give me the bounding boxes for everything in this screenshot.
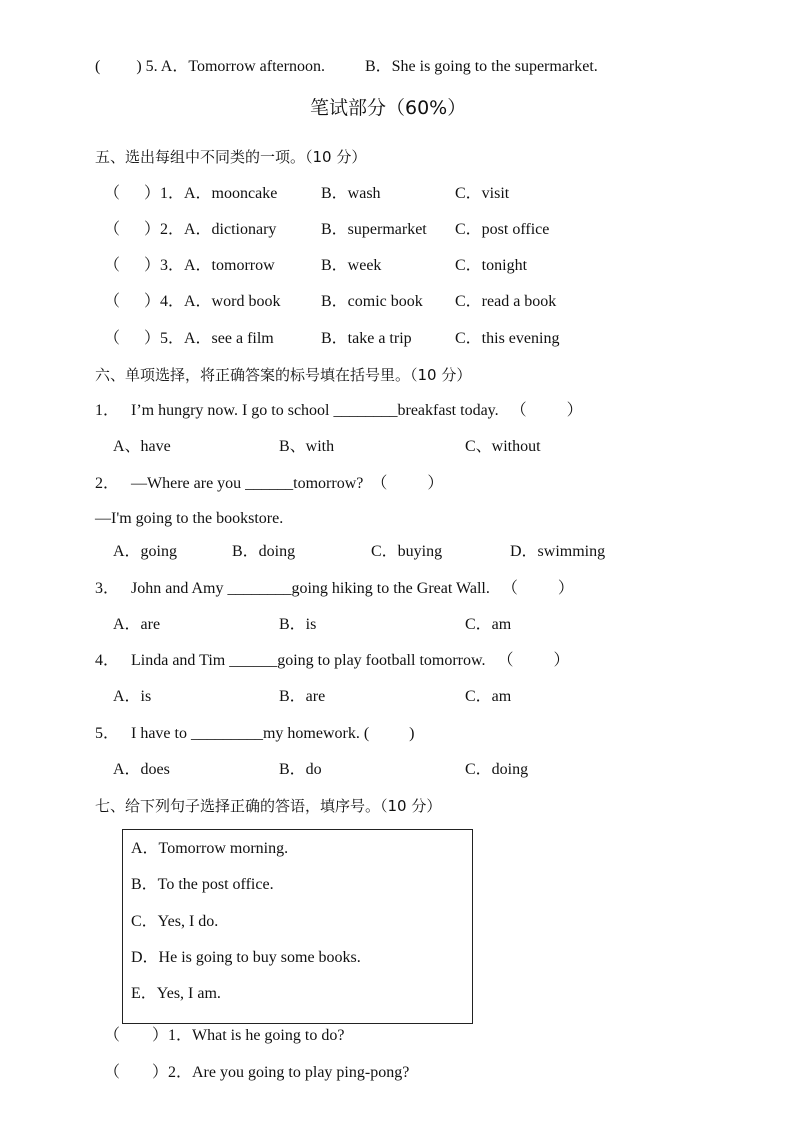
s5-row2-b: B．supermarket [321, 221, 427, 238]
s5-row1-c: C．visit [455, 185, 510, 202]
s6-q1-opt-a: A、have [113, 438, 171, 455]
s6-q2-opt-d: D．swimming [510, 543, 606, 560]
s5-row5-b: B．take a trip [321, 330, 412, 347]
s6-q2-answer: —I'm going to the bookstore. [95, 510, 284, 527]
s6-q2-opt-a: A．going [113, 543, 178, 560]
s5-row4-c: C．read a book [455, 293, 557, 310]
box-option-c: C．Yes, I do. [131, 913, 219, 930]
s5-row2-a: （ ）2．A．dictionary [104, 221, 277, 238]
s5-row3-c: C．tonight [455, 257, 528, 274]
s6-q3-opt-c: C．am [465, 616, 512, 633]
s6-q5-opt-b: B．do [279, 761, 322, 778]
s5-row4-b: B．comic book [321, 293, 423, 310]
s6-q5-opt-a: A．does [113, 761, 170, 778]
s6-q1-opt-c: C、without [465, 438, 541, 455]
box-option-b: B．To the post office. [131, 876, 274, 893]
s5-row3-a: （ ）3．A．tomorrow [104, 257, 275, 274]
page-title: 笔试部分（60%） [310, 97, 467, 119]
section-5-heading: 五、选出每组中不同类的一项。（10 分） [95, 148, 367, 166]
section-7-heading: 七、给下列句子选择正确的答语，填序号。（10 分） [95, 797, 442, 815]
s6-q2-opt-c: C．buying [371, 543, 443, 560]
question-5-line: ( ) 5. A．Tomorrow afternoon. B．She is going to the supermarket. [95, 58, 598, 75]
s6-q2-opt-b: B．doing [232, 543, 296, 560]
s6-q1: 1． I’m hungry now. I go to school ________breakfast today. （ ） [95, 402, 583, 419]
s6-q1-opt-b: B、with [279, 438, 335, 455]
section-6-heading: 六、单项选择，将正确答案的标号填在括号里。（10 分） [95, 366, 472, 384]
s5-row5-c: C．this evening [455, 330, 560, 347]
s6-q2: 2． —Where are you ______tomorrow? （ ） [95, 475, 444, 492]
s6-q5-opt-c: C．doing [465, 761, 529, 778]
box-option-e: E．Yes, I am. [131, 985, 221, 1002]
s6-q3-opt-b: B．is [279, 616, 317, 633]
s5-row4-a: （ ）4．A．word book [104, 293, 281, 310]
s6-q5: 5． I have to _________my homework. ( ) [95, 725, 415, 742]
box-option-a: A．Tomorrow morning. [131, 840, 289, 857]
s7-q1: （ ）1．What is he going to do? [104, 1027, 345, 1044]
s5-row5-a: （ ）5．A．see a film [104, 330, 274, 347]
s5-row3-b: B．week [321, 257, 382, 274]
s5-row2-c: C．post office [455, 221, 550, 238]
s6-q3-opt-a: A．are [113, 616, 161, 633]
s7-q2: （ ）2．Are you going to play ping-pong? [104, 1064, 410, 1081]
s6-q4-opt-b: B．are [279, 688, 326, 705]
s6-q4: 4． Linda and Tim ______going to play football tomorrow. （ ） [95, 652, 570, 669]
s5-row1-a: （ ）1．A．mooncake [104, 185, 278, 202]
s6-q4-opt-a: A．is [113, 688, 152, 705]
box-option-d: D．He is going to buy some books. [131, 949, 361, 966]
s6-q3: 3． John and Amy ________going hiking to the Great Wall. （ ） [95, 580, 574, 597]
s5-row1-b: B．wash [321, 185, 381, 202]
s6-q4-opt-c: C．am [465, 688, 512, 705]
